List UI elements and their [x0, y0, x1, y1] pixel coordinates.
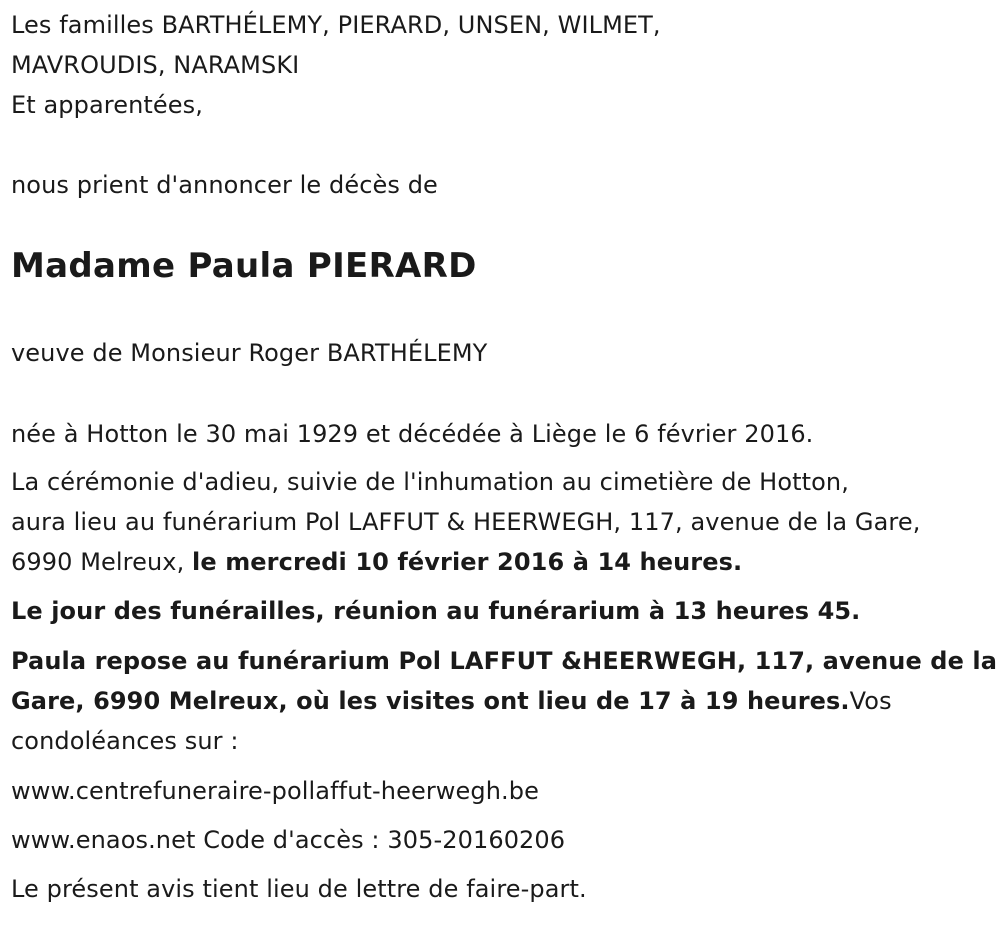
ceremony-line-1: La cérémonie d'adieu, suivie de l'inhumation au cimetière de Hotton,	[11, 468, 849, 496]
condolences-prefix: Vos	[849, 687, 892, 715]
families-line-1: Les familles BARTHÉLEMY, PIERARD, UNSEN, WILMET,	[11, 11, 661, 39]
funeral-home-link-line	[11, 776, 539, 806]
related-line: Et apparentées,	[11, 91, 203, 119]
deceased-name: Madame Paula PIERARD	[11, 246, 477, 286]
condolences-line: condoléances sur :	[11, 727, 239, 755]
enaos-link-line	[11, 825, 565, 855]
enaos-link[interactable]: www.enaos.net Code d'accès : 305-20160206	[11, 826, 566, 854]
meeting-line: Le jour des funérailles, réunion au funérarium à 13 heures 45.	[11, 597, 861, 625]
rest-line-1: Paula repose au funérarium Pol LAFFUT &HEERWEGH, 117, avenue de la	[11, 647, 998, 675]
visits-info: Gare, 6990 Melreux, où les visites ont lieu de 17 à 19 heures.	[11, 687, 850, 715]
funeral-home-link[interactable]: www.centrefuneraire-pollaffut-heerwegh.be	[11, 777, 539, 805]
ceremony-line-3	[11, 547, 742, 577]
ceremony-line-2: aura lieu au funérarium Pol LAFFUT & HEERWEGH, 117, avenue de la Gare,	[11, 508, 921, 536]
rest-line-2	[11, 686, 892, 716]
families-line-2: MAVROUDIS, NARAMSKI	[11, 51, 300, 79]
footer-note: Le présent avis tient lieu de lettre de faire-part.	[11, 875, 587, 903]
widow-of-line: veuve de Monsieur Roger BARTHÉLEMY	[11, 339, 488, 367]
ceremony-date: le mercredi 10 février 2016 à 14 heures.	[192, 548, 743, 576]
ceremony-place: 6990 Melreux,	[11, 548, 193, 576]
announce-line: nous prient d'annoncer le décès de	[11, 171, 438, 199]
birth-death-line: née à Hotton le 30 mai 1929 et décédée à Liège le 6 février 2016.	[11, 420, 814, 448]
